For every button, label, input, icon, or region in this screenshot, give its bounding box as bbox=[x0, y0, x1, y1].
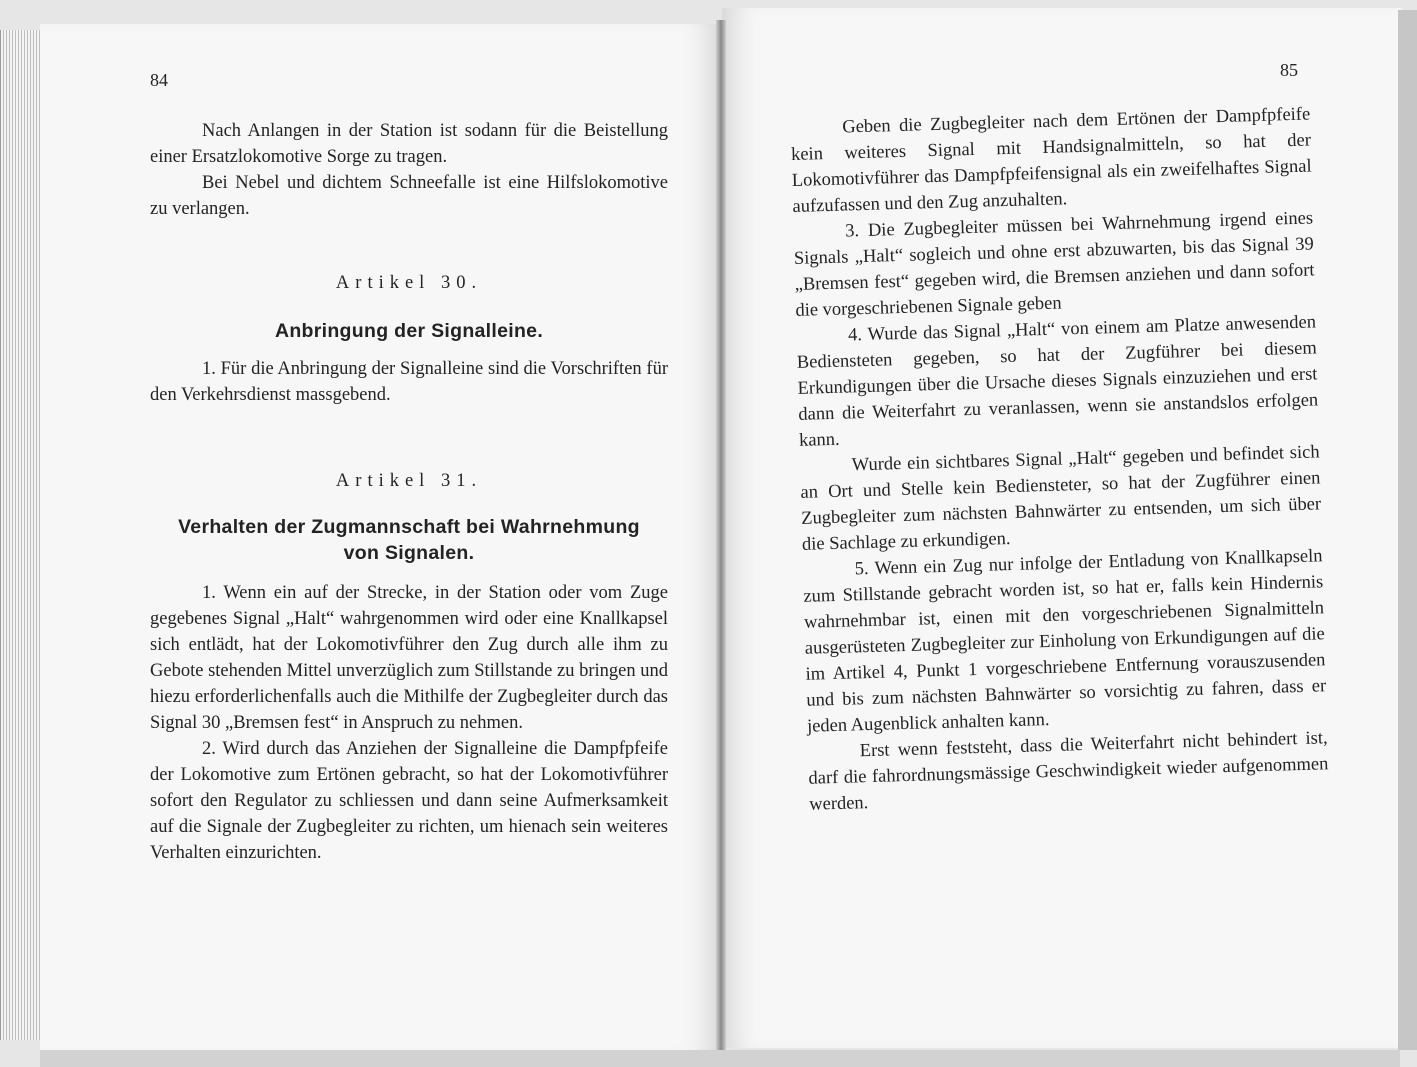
paragraph: 2. Wird durch das Anziehen der Signalleine die Dampfpfeife der Lokomotive zum Ertönen gebracht, so hat der Lokomotivführer sofort den Regulator zu schliessen und dann seine Aufmerksamkeit auf die Signale der Zugbegleiter zu richten, um hienach sein weiteres Verhalten einzurichten. bbox=[150, 739, 668, 863]
article-heading-line-1: Verhalten der Zugmannschaft bei Wahrnehmung bbox=[178, 516, 640, 538]
right-page-edge bbox=[1398, 10, 1417, 1050]
paragraph: 1. Für die Anbringung der Signalleine sind die Vorschriften für den Verkehrsdienst massgebend. bbox=[150, 359, 668, 405]
page-number-left: 84 bbox=[150, 70, 168, 90]
article-label: Artikel 31. bbox=[335, 471, 483, 491]
article-heading-line-2: von Signalen. bbox=[343, 542, 475, 564]
paragraph: Nach Anlangen in der Station ist sodann für die Beistellung einer Ersatzlokomotive Sorge zu tragen. bbox=[150, 121, 668, 167]
paragraph: Geben die Zugbegleiter nach dem Ertönen der Dampfpfeife kein weiteres Signal mit Handsignalmitteln, so hat der Lokomotivführer das Dampfpfeifensignal als ein zweifelhaftes Signal aufzufassen und den Zug anzuhalten. bbox=[790, 104, 1312, 217]
paragraph: 5. Wenn ein Zug nur infolge der Entladung von Knallkapseln zum Stillstande gebracht worden ist, so hat er, falls kein Hindernis wahrnehmbar ist, einen mit den vorgeschriebenen Signalmitteln ausgerüsteten Zugbegleiter zur Einholung von Erkundigungen auf die im Artikel 4, Punkt 1 vorgeschriebene Entfernung vorauszusenden und bis zum nächsten Bahnwärter so vorsichtig zu fahren, dass er jeden Augenblick anhalten kann. bbox=[803, 546, 1327, 737]
left-intro bbox=[150, 118, 668, 222]
paragraph: 1. Wenn ein auf der Strecke, in der Station oder vom Zuge gegebenes Signal „Halt“ wahrgenommen wird oder eine Knallkapsel sich entlädt, hat der Lokomotivführer den Zug durch alle ihm zu Gebote stehenden Mittel unverzüglich zum Stillstande zu bringen und hiezu erforderlichenfalls auch die Mithilfe der Zugbegleiter durch das Signal 30 „Bremsen fest“ in Anspruch zu nehmen. bbox=[150, 583, 668, 733]
article-31 bbox=[150, 468, 668, 866]
paragraph: Bei Nebel und dichtem Schneefalle ist eine Hilfslokomotive zu verlangen. bbox=[150, 173, 668, 219]
article-30 bbox=[150, 270, 668, 408]
book-gutter bbox=[716, 20, 726, 1055]
article-heading: Anbringung der Signalleine. bbox=[274, 320, 544, 342]
paragraph: Wurde ein sichtbares Signal „Halt“ gegeben und befindet sich an Ort und Stelle kein Bediensteter, so hat der Zugführer einen Zugbegleiter zum nächsten Bahnwärter zu entsenden, um sich über die Sachlage zu erkundigen. bbox=[800, 442, 1322, 555]
page-number-right: 85 bbox=[1280, 60, 1298, 80]
bottom-page-edge bbox=[40, 1050, 1400, 1067]
paragraph: Erst wenn feststeht, dass die Weiterfahrt nicht behindert ist, darf die fahrordnungsmässige Geschwindigkeit wieder aufgenommen werden. bbox=[808, 728, 1329, 815]
paragraph: 3. Die Zugbegleiter müssen bei Wahrnehmung irgend eines Signals „Halt“ sogleich und ohne erst abzuwarten, bis das Signal 39 „Bremsen fest“ gegeben wird, die Bremsen anziehen und dann sofort die vorgeschriebenen Signale geben bbox=[793, 208, 1315, 321]
article-label: Artikel 30. bbox=[335, 273, 483, 293]
right-page-text bbox=[790, 101, 1329, 817]
paragraph: 4. Wurde das Signal „Halt“ von einem am Platze anwesenden Bediensteten gegeben, so hat der Zugführer bei diesem Erkundigungen über die Ursache dieses Signals einzuziehen und erst dann die Weiterfahrt zu veranlassen, wenn sie anstandslos erfolgen kann. bbox=[796, 312, 1319, 451]
